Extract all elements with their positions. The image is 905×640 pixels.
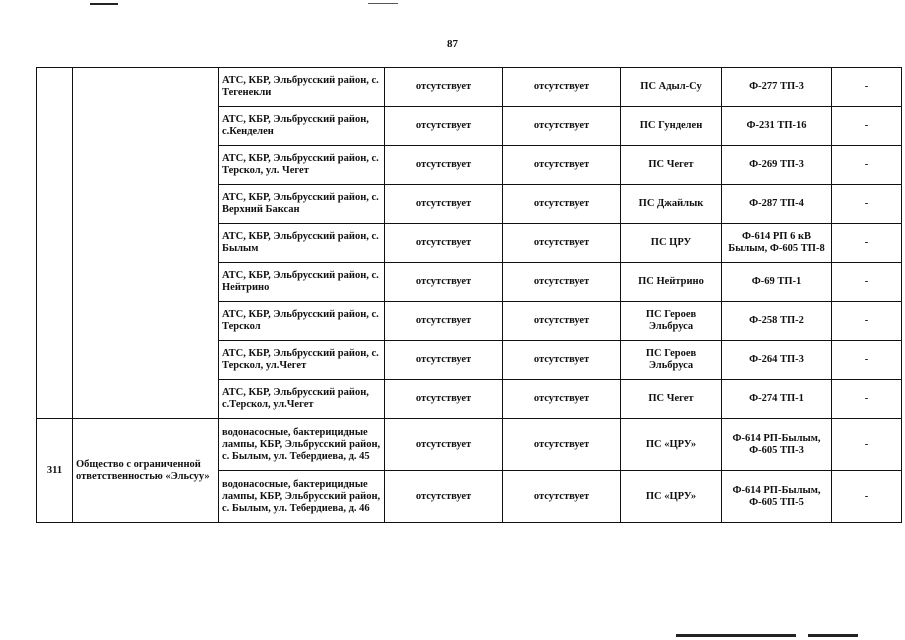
status-cell: отсутствует xyxy=(385,419,503,471)
status-cell: отсутствует xyxy=(385,380,503,419)
feeder-cell: Ф-231 ТП-16 xyxy=(722,107,832,146)
scan-artifact xyxy=(676,634,796,637)
substation-cell: ПС Героев Эльбруса xyxy=(621,341,722,380)
status-cell: отсутствует xyxy=(385,185,503,224)
address-cell: АТС, КБР, Эльбрусский район, с. Терскол xyxy=(219,302,385,341)
address-cell: АТС, КБР, Эльбрусский район, с.Терскол, ул.Чегет xyxy=(219,380,385,419)
scan-artifact xyxy=(90,3,118,5)
feeder-cell: Ф-287 ТП-4 xyxy=(722,185,832,224)
note-cell: - xyxy=(832,302,902,341)
scan-artifact xyxy=(368,3,398,4)
entry-number-cell: 311 xyxy=(37,419,73,523)
scan-artifact xyxy=(808,634,858,637)
note-cell: - xyxy=(832,419,902,471)
substation-cell: ПС ЦРУ xyxy=(621,224,722,263)
status-cell: отсутствует xyxy=(503,107,621,146)
note-cell: - xyxy=(832,68,902,107)
status-cell: отсутствует xyxy=(385,224,503,263)
address-cell: АТС, КБР, Эльбрусский район, с. Былым xyxy=(219,224,385,263)
substation-cell: ПС Героев Эльбруса xyxy=(621,302,722,341)
feeder-cell: Ф-274 ТП-1 xyxy=(722,380,832,419)
substation-cell: ПС Гунделен xyxy=(621,107,722,146)
status-cell: отсутствует xyxy=(385,302,503,341)
address-cell: АТС, КБР, Эльбрусский район, с.Кенделен xyxy=(219,107,385,146)
status-cell: отсутствует xyxy=(503,380,621,419)
status-cell: отсутствует xyxy=(503,419,621,471)
status-cell: отсутствует xyxy=(385,471,503,523)
note-cell: - xyxy=(832,341,902,380)
status-cell: отсутствует xyxy=(503,224,621,263)
feeder-cell: Ф-277 ТП-3 xyxy=(722,68,832,107)
data-table xyxy=(36,67,902,523)
note-cell: - xyxy=(832,471,902,523)
substation-cell: ПС «ЦРУ» xyxy=(621,471,722,523)
status-cell: отсутствует xyxy=(385,146,503,185)
status-cell: отсутствует xyxy=(503,471,621,523)
organization-cell: Общество с ограниченной ответственностью «Эльсуу» xyxy=(73,419,219,523)
note-cell: - xyxy=(832,263,902,302)
address-cell: АТС, КБР, Эльбрусский район, с. Тегенекли xyxy=(219,68,385,107)
page-number: 87 xyxy=(447,38,458,50)
substation-cell: ПС Чегет xyxy=(621,146,722,185)
status-cell: отсутствует xyxy=(503,302,621,341)
status-cell: отсутствует xyxy=(503,146,621,185)
address-cell: водонасосные, бактерицидные лампы, КБР, Эльбрусский район, с. Былым, ул. Тебердиева, д. 46 xyxy=(219,471,385,523)
substation-cell: ПС Нейтрино xyxy=(621,263,722,302)
table-row xyxy=(37,68,902,107)
status-cell: отсутствует xyxy=(385,341,503,380)
status-cell: отсутствует xyxy=(503,68,621,107)
note-cell: - xyxy=(832,185,902,224)
organization-cell xyxy=(73,68,219,419)
address-cell: АТС, КБР, Эльбрусский район, с. Терскол, ул.Чегет xyxy=(219,341,385,380)
address-cell: АТС, КБР, Эльбрусский район, с. Терскол, ул. Чегет xyxy=(219,146,385,185)
substation-cell: ПС Чегет xyxy=(621,380,722,419)
substation-cell: ПС Джайлык xyxy=(621,185,722,224)
table-row xyxy=(37,419,902,471)
number-cell xyxy=(37,68,73,419)
feeder-cell: Ф-264 ТП-3 xyxy=(722,341,832,380)
status-cell: отсутствует xyxy=(385,107,503,146)
status-cell: отсутствует xyxy=(385,263,503,302)
status-cell: отсутствует xyxy=(503,263,621,302)
feeder-cell: Ф-614 РП 6 кВ Былым, Ф-605 ТП-8 xyxy=(722,224,832,263)
feeder-cell: Ф-269 ТП-3 xyxy=(722,146,832,185)
status-cell: отсутствует xyxy=(385,68,503,107)
status-cell: отсутствует xyxy=(503,185,621,224)
substation-cell: ПС «ЦРУ» xyxy=(621,419,722,471)
note-cell: - xyxy=(832,146,902,185)
substation-cell: ПС Адыл-Су xyxy=(621,68,722,107)
address-cell: АТС, КБР, Эльбрусский район, с. Нейтрино xyxy=(219,263,385,302)
feeder-cell: Ф-258 ТП-2 xyxy=(722,302,832,341)
note-cell: - xyxy=(832,107,902,146)
feeder-cell: Ф-614 РП-Былым, Ф-605 ТП-3 xyxy=(722,419,832,471)
feeder-cell: Ф-614 РП-Былым, Ф-605 ТП-5 xyxy=(722,471,832,523)
note-cell: - xyxy=(832,224,902,263)
address-cell: водонасосные, бактерицидные лампы, КБР, Эльбрусский район, с. Былым, ул. Тебердиева, д. 45 xyxy=(219,419,385,471)
note-cell: - xyxy=(832,380,902,419)
address-cell: АТС, КБР, Эльбрусский район, с. Верхний Баксан xyxy=(219,185,385,224)
status-cell: отсутствует xyxy=(503,341,621,380)
feeder-cell: Ф-69 ТП-1 xyxy=(722,263,832,302)
